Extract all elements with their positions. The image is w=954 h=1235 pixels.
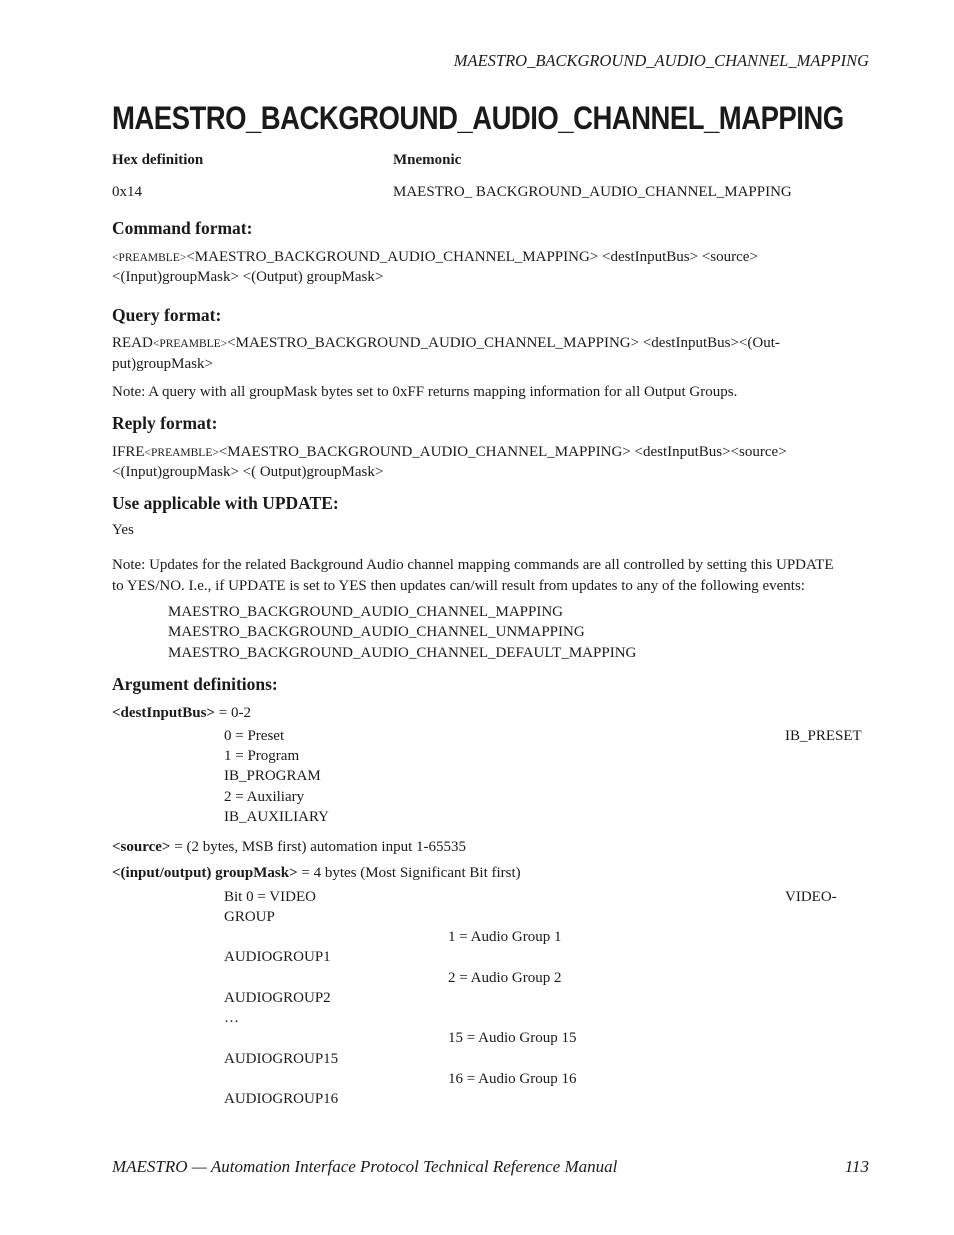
hex-value: 0x14: [112, 184, 142, 200]
group-mask-bit0: Bit 0 = VIDEO: [224, 889, 316, 905]
query-note: Note: A query with all groupMask bytes set to 0xFF returns mapping information for all Output Groups.: [112, 384, 738, 400]
reply-format-heading: Reply format:: [112, 413, 218, 433]
group-mask-audio-group: 2 = Audio Group 2: [448, 970, 562, 986]
query-format-line-2: put)groupMask>: [112, 356, 213, 372]
update-event-item: MAESTRO_BACKGROUND_AUDIO_CHANNEL_UNMAPPING: [168, 624, 585, 640]
footer-title: MAESTRO — Automation Interface Protocol Technical Reference Manual: [112, 1157, 618, 1176]
preamble-token: <PREAMBLE>: [112, 252, 187, 264]
page-number: 113: [844, 1157, 869, 1176]
group-mask-definition: [112, 865, 521, 882]
dest-input-bus-definition: [112, 705, 251, 722]
dest-input-bus-name: <destInputBus>: [112, 705, 215, 721]
group-mask-audio-group: 16 = Audio Group 16: [448, 1071, 577, 1087]
source-definition: [112, 839, 466, 856]
group-mask-bit0-right: VIDEO-: [785, 889, 837, 905]
dest-input-bus-line: 2 = Auxiliary: [224, 789, 305, 805]
update-note-line-1: Note: Updates for the related Background Audio channel mapping commands are all controlled by setting this UPDATE: [112, 557, 834, 573]
update-note-line-2: to YES/NO. I.e., if UPDATE is set to YES then updates can/will result from updates to any of the following events:: [112, 578, 805, 594]
group-mask-description: = 4 bytes (Most Significant Bit first): [297, 865, 521, 881]
group-mask-audio-group-name: AUDIOGROUP15: [224, 1051, 339, 1067]
command-format-line-2: <(Input)groupMask> <(Output) groupMask>: [112, 269, 384, 285]
dest-input-bus-line: 1 = Program: [224, 748, 300, 764]
source-name: <source>: [112, 839, 171, 855]
reply-format-line-1: [112, 444, 787, 461]
group-mask-name: <(input/output) groupMask>: [112, 865, 298, 881]
update-value: Yes: [112, 522, 134, 538]
group-mask-audio-group: 15 = Audio Group 15: [448, 1030, 577, 1046]
group-mask-audio-group-name: AUDIOGROUP16: [224, 1091, 339, 1107]
update-heading: Use applicable with UPDATE:: [112, 493, 339, 513]
group-mask-audio-group-name: AUDIOGROUP1: [224, 949, 331, 965]
query-format-heading: Query format:: [112, 305, 222, 325]
group-mask-audio-group: 1 = Audio Group 1: [448, 929, 562, 945]
update-event-item: MAESTRO_BACKGROUND_AUDIO_CHANNEL_DEFAULT_MAPPING: [168, 645, 637, 661]
hex-definition-header: Hex definition: [112, 152, 204, 168]
dest-input-bus-line: IB_PROGRAM: [224, 768, 321, 784]
page-title: MAESTRO_BACKGROUND_AUDIO_CHANNEL_MAPPING: [112, 100, 844, 136]
command-format-line-1: [112, 249, 758, 266]
dest-input-bus-range: = 0-2: [214, 705, 251, 721]
command-format-line-1-text: <MAESTRO_BACKGROUND_AUDIO_CHANNEL_MAPPING> <destInputBus> <source>: [186, 249, 758, 265]
argument-definitions-heading: Argument definitions:: [112, 674, 278, 694]
update-event-item: MAESTRO_BACKGROUND_AUDIO_CHANNEL_MAPPING: [168, 604, 564, 620]
query-format-line-1: [112, 335, 780, 352]
source-description: = (2 bytes, MSB first) automation input 1-65535: [170, 839, 467, 855]
mnemonic-value: MAESTRO_ BACKGROUND_AUDIO_CHANNEL_MAPPING: [393, 184, 792, 200]
query-format-line-1-text: <MAESTRO_BACKGROUND_AUDIO_CHANNEL_MAPPING> <destInputBus><(Out-: [227, 335, 780, 351]
command-format-heading: Command format:: [112, 218, 253, 238]
query-prefix: READ: [112, 335, 153, 351]
mnemonic-header: Mnemonic: [393, 152, 462, 168]
reply-format-line-2: <(Input)groupMask> <( Output)groupMask>: [112, 464, 384, 480]
preamble-token: <PREAMBLE>: [152, 338, 228, 350]
dest-input-bus-line: 0 = Preset: [224, 728, 285, 744]
group-mask-bit0-cont: GROUP: [224, 909, 275, 925]
running-head: MAESTRO_BACKGROUND_AUDIO_CHANNEL_MAPPING: [453, 51, 869, 70]
reply-prefix: IFRE: [112, 444, 145, 460]
group-mask-ellipsis: …: [224, 1010, 239, 1026]
reply-format-line-1-text: <MAESTRO_BACKGROUND_AUDIO_CHANNEL_MAPPING> <destInputBus><source>: [218, 444, 787, 460]
preamble-token: <PREAMBLE>: [144, 447, 219, 459]
dest-input-bus-line: IB_AUXILIARY: [224, 809, 329, 825]
group-mask-audio-group-name: AUDIOGROUP2: [224, 990, 331, 1006]
dest-input-bus-right-label: IB_PRESET: [785, 728, 862, 744]
